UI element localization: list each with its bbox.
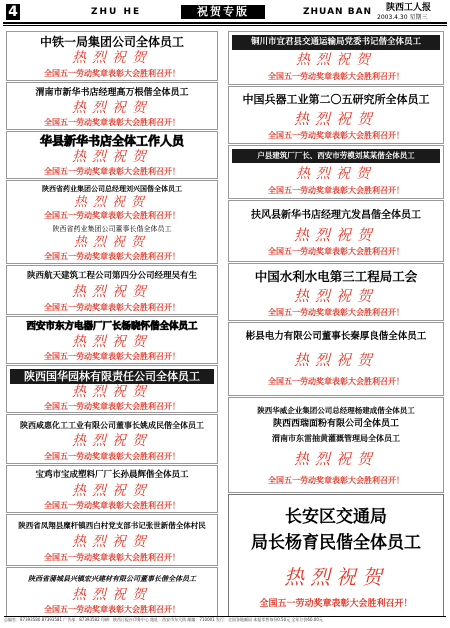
ad-greeting: 热烈祝贺 <box>73 195 150 210</box>
ad-box <box>6 31 218 81</box>
ad-title: 渭南市新华书店经理高万根偕全体员工 <box>35 88 189 98</box>
ad-greeting: 热烈祝贺 <box>284 565 388 589</box>
ad-slogan: 全国五一劳动奖章表彰大会胜利召开！ <box>44 352 180 361</box>
ad-box <box>6 465 218 513</box>
header-rule <box>3 22 447 24</box>
ad-box <box>6 82 218 130</box>
ad-box <box>6 414 218 464</box>
ad-slogan: 全国五一劳动奖章表彰大会胜利召开！ <box>44 553 180 562</box>
ad-box <box>6 265 218 315</box>
ad-title: 中铁一局集团公司全体员工 <box>39 35 184 49</box>
ad-slogan: 全国五一劳动奖章表彰大会胜利召开！ <box>44 501 180 510</box>
ad-title: 陕西航天建筑工程公司第四分公司经理吴有生 <box>26 271 197 281</box>
page-header <box>3 3 447 27</box>
ad-greeting: 热烈祝贺 <box>296 52 376 68</box>
ad-box <box>6 316 218 364</box>
ad-greeting: 热烈祝贺 <box>73 235 150 250</box>
ad-greeting: 热烈祝贺 <box>296 166 376 182</box>
ad-greeting: 热烈祝贺 <box>72 334 152 350</box>
ad-slogan: 全国五一劳动奖章表彰大会胜利召开！ <box>259 599 413 609</box>
ad-title-line: 局长杨育民偕全体员工 <box>251 533 421 553</box>
issue-date: 2003.4.30 星期三 <box>377 14 428 21</box>
ad-slogan: 全国五一劳动奖章表彰大会胜利召开！ <box>268 476 404 485</box>
ad-box <box>228 263 444 321</box>
ad-slogan: 全国五一劳动奖章表彰大会胜利召开！ <box>268 72 404 81</box>
ad-title: 西安市东方电器厂厂长杨晓怀偕全体员工 <box>26 321 198 332</box>
right-pinyin: ZHUAN BAN <box>303 7 373 17</box>
ad-slogan: 全国五一劳动奖章表彰大会胜利召开！ <box>44 167 180 176</box>
ad-slogan: 全国五一劳动奖章表彰大会胜利召开！ <box>44 118 180 127</box>
ad-box <box>6 365 218 413</box>
ad-box <box>6 131 218 179</box>
ad-greeting: 热烈祝贺 <box>72 587 152 603</box>
ad-title: 陕西省蒲城县兴镇宏兴建材有限公司董事长偕全体员工 <box>28 575 196 583</box>
ad-title: 华县新华书店全体工作人员 <box>39 134 184 148</box>
ad-title: 陕西省药业集团公司总经理刘兴国偕全体员工 <box>42 185 182 193</box>
section-title: 祝贺专版 <box>181 5 265 19</box>
ad-greeting: 热烈祝贺 <box>72 149 152 165</box>
ad-box <box>6 514 218 566</box>
ad-box <box>228 31 444 85</box>
ad-slogan: 全国五一劳动奖章表彰大会胜利召开！ <box>268 377 404 386</box>
ad-title: 扶风县新华书店经理亢发昌偕全体员工 <box>251 210 421 221</box>
ad-title: 陕西咸惠化工工业有限公司董事长姚成民偕全体员工 <box>20 421 204 430</box>
ad-title: 陕西省药业集团公司董事长偕全体员工 <box>52 225 172 233</box>
ad-greeting: 热烈祝贺 <box>293 110 378 128</box>
ad-slogan: 全国五一劳动奖章表彰大会胜利召开！ <box>268 131 404 140</box>
page-number: 4 <box>6 4 20 20</box>
masthead: 陕西工人报 <box>386 3 432 13</box>
ad-title: 中国兵器工业第二〇五研究所全体员工 <box>242 93 430 106</box>
ad-title-line: 长安区交通局 <box>285 507 387 527</box>
ad-greeting: 热烈祝贺 <box>72 384 152 400</box>
ad-title: 陕西省凤翔县糜杆镇西白村党支部书记张世新偕全体村民 <box>18 521 206 530</box>
ad-greeting: 热烈祝贺 <box>293 226 378 244</box>
ad-greeting: 热烈祝贺 <box>72 534 152 550</box>
ad-title: 彬县电力有限公司董事长秦厚良偕全体员工 <box>245 331 427 342</box>
page-footer: 总编室：87393580 87393581 广告部：87393582 印刷：陕西日报社印务中心 地址：西安市东大街 邮编：710001 发行：全国各地邮局 本报零售每份0.50元 全年订价60.00元 <box>4 616 446 627</box>
ad-greeting: 热烈祝贺 <box>72 433 152 449</box>
ad-slogan: 全国五一劳动奖章表彰大会胜利召开！ <box>44 69 180 78</box>
ad-box <box>6 180 218 264</box>
ad-greeting: 热烈祝贺 <box>72 483 152 499</box>
ad-line: 渭南市东雷抽黄灌溉管理局全体员工 <box>272 433 400 443</box>
left-pinyin: ZHU HE <box>91 7 142 17</box>
ad-title: 铜川市宜君县交通运输局党委书记偕全体员工 <box>232 35 440 50</box>
ad-box <box>228 322 444 396</box>
ad-greeting: 热烈祝贺 <box>293 287 378 305</box>
ad-title: 陕西国华园林有限责任公司全体员工 <box>10 369 214 384</box>
ad-box <box>228 145 444 199</box>
ad-box <box>6 567 218 617</box>
ad-slogan: 全国五一劳动奖章表彰大会胜利召开！ <box>44 402 180 411</box>
ad-slogan: 全国五一劳动奖章表彰大会胜利召开！ <box>268 186 404 195</box>
ad-line: 陕西西瑞面粉有限公司全体员工 <box>272 419 399 429</box>
ad-greeting: 热烈祝贺 <box>293 450 378 468</box>
ad-greeting: 热烈祝贺 <box>72 284 152 300</box>
ad-greeting: 热烈祝贺 <box>72 100 152 116</box>
ad-title: 中国水利水电第三工程局工会 <box>254 269 418 284</box>
ad-greeting: 热烈祝贺 <box>293 351 378 369</box>
ad-box <box>228 397 444 493</box>
ad-slogan: 全国五一劳动奖章表彰大会胜利召开！ <box>44 252 180 261</box>
ad-title: 户县建筑厂厂长、西安市劳模刘某某偕全体员工 <box>232 149 440 163</box>
ad-slogan: 全国五一劳动奖章表彰大会胜利召开！ <box>44 452 180 461</box>
header-rule-thin <box>3 25 447 26</box>
ad-slogan: 全国五一劳动奖章表彰大会胜利召开！ <box>268 308 404 317</box>
ad-box-large <box>228 494 444 617</box>
ad-slogan: 全国五一劳动奖章表彰大会胜利召开！ <box>44 605 180 614</box>
ad-box <box>228 200 444 262</box>
ad-slogan: 全国五一劳动奖章表彰大会胜利召开！ <box>268 247 404 256</box>
ad-slogan: 全国五一劳动奖章表彰大会胜利召开！ <box>44 303 180 312</box>
ad-line: 陕西华威企业集团公司总经理杨建成偕全体员工 <box>257 406 415 415</box>
ad-title: 宝鸡市宝成塑料厂厂长孙晨辉偕全体员工 <box>35 470 189 480</box>
ad-slogan: 全国五一劳动奖章表彰大会胜利召开！ <box>44 211 180 220</box>
ad-greeting: 热烈祝贺 <box>72 50 152 66</box>
ad-box <box>228 86 444 144</box>
